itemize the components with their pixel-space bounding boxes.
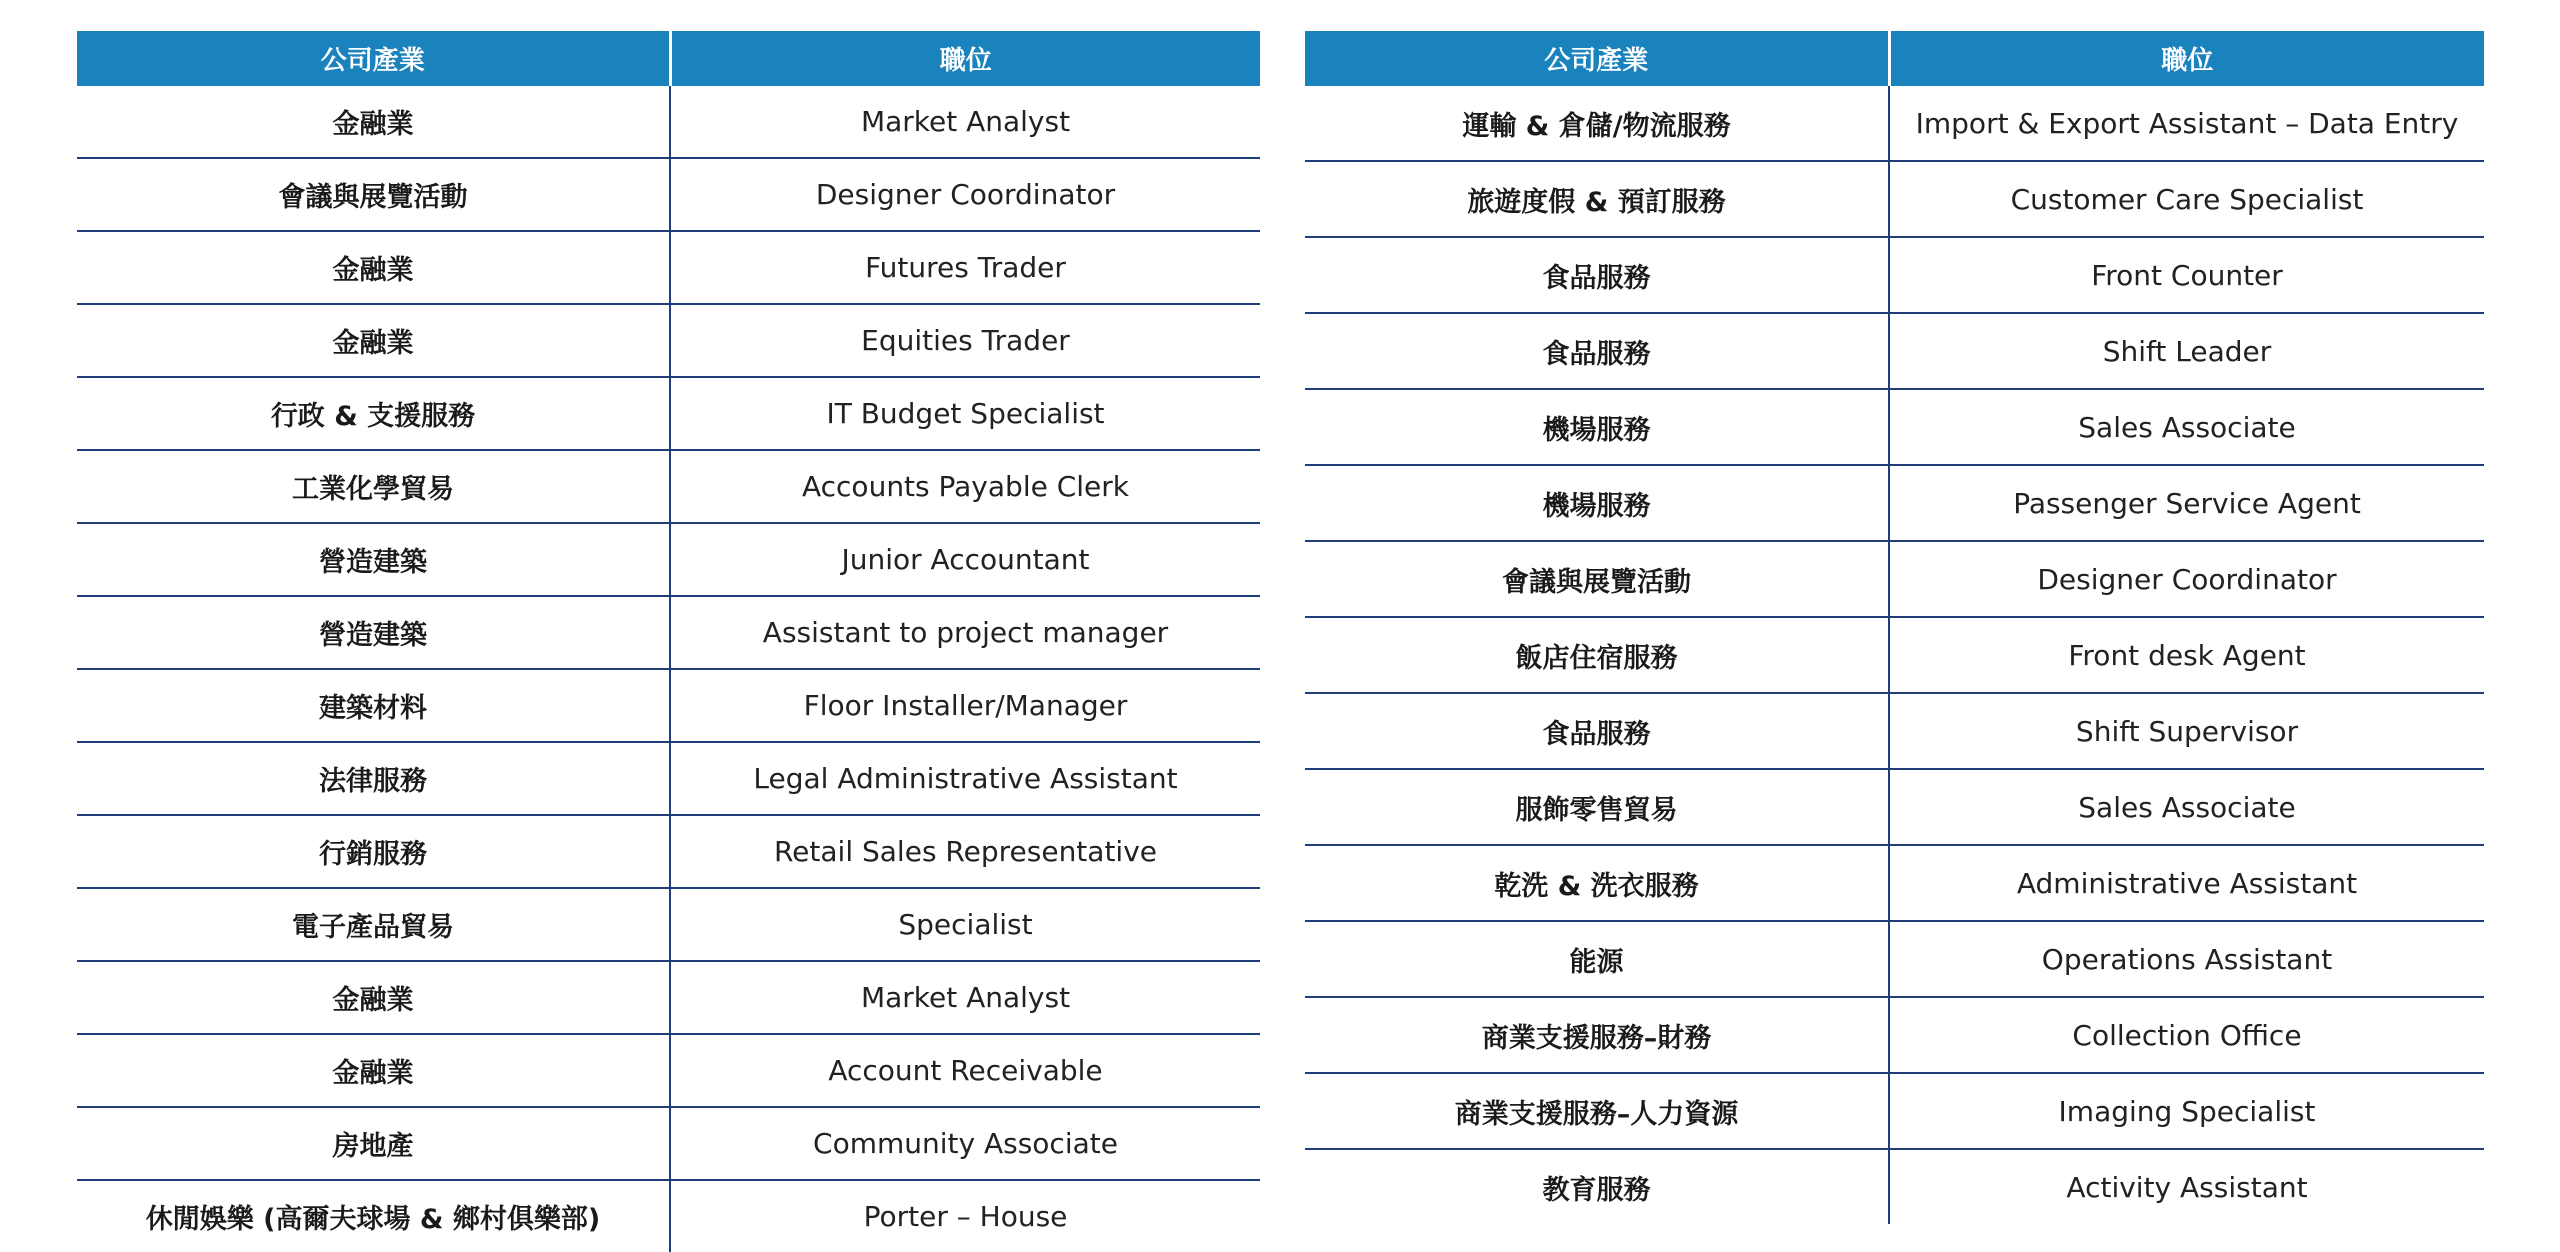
position-cell: Administrative Assistant — [1889, 845, 2484, 921]
position-cell: Designer Coordinator — [1889, 541, 2484, 617]
position-cell: Accounts Payable Clerk — [670, 450, 1260, 523]
position-cell: Shift Leader — [1889, 313, 2484, 389]
position-cell: Customer Care Specialist — [1889, 161, 2484, 237]
table-row — [77, 158, 1260, 231]
table-row — [77, 961, 1260, 1034]
industry-cell: 金融業 — [77, 304, 670, 377]
table-row — [1305, 617, 2484, 693]
position-cell: Sales Associate — [1889, 769, 2484, 845]
industry-cell: 休閒娛樂 (高爾夫球場 & 鄉村俱樂部) — [145, 1204, 601, 1235]
industry-cell: 行政 & 支援服務 — [77, 377, 670, 450]
position-cell: Operations Assistant — [1889, 921, 2484, 997]
industry-cell: 食品服務 — [1305, 693, 1889, 769]
position-cell: Assistant to project manager — [670, 596, 1260, 669]
industry-cell: 教育服務 — [1542, 1174, 1651, 1206]
position-cell: Collection Office — [1889, 997, 2484, 1073]
position-cell: Retail Sales Representative — [670, 815, 1260, 888]
table-row — [1305, 997, 2484, 1073]
position-cell: Community Associate — [670, 1107, 1260, 1180]
table-row — [1305, 313, 2484, 389]
jobs-table-right — [1305, 31, 2484, 1224]
table-row — [77, 1180, 1260, 1252]
position-cell: Activity Assistant — [1889, 1149, 2484, 1224]
industry-cell: 機場服務 — [1305, 465, 1889, 541]
table-row — [77, 450, 1260, 523]
table-row — [1305, 693, 2484, 769]
table-row — [1305, 389, 2484, 465]
industry-column-header: 公司產業 — [77, 31, 670, 86]
industry-cell: 營造建築 — [77, 596, 670, 669]
industry-cell: 營造建築 — [77, 523, 670, 596]
industry-column-header: 公司產業 — [1305, 31, 1889, 86]
industry-cell: 建築材料 — [77, 669, 670, 742]
industry-cell: 工業化學貿易 — [77, 450, 670, 523]
industry-cell: 法律服務 — [77, 742, 670, 815]
industry-cell: 電子產品貿易 — [77, 888, 670, 961]
table-row — [77, 815, 1260, 888]
industry-cell: 商業支援服務–財務 — [1305, 997, 1889, 1073]
industry-cell: 飯店住宿服務 — [1305, 617, 1889, 693]
position-cell: Front Counter — [1889, 237, 2484, 313]
industry-cell: 旅遊度假 & 預訂服務 — [1305, 161, 1889, 237]
table-row — [1305, 921, 2484, 997]
table-row — [77, 231, 1260, 304]
table-row — [1305, 1149, 2484, 1224]
table-row — [77, 742, 1260, 815]
position-cell: IT Budget Specialist — [670, 377, 1260, 450]
industry-cell: 會議與展覽活動 — [1305, 541, 1889, 617]
table-row — [1305, 161, 2484, 237]
position-column-header: 職位 — [670, 31, 1260, 86]
industry-cell: 金融業 — [77, 231, 670, 304]
industry-cell: 房地產 — [77, 1107, 670, 1180]
industry-cell: 會議與展覽活動 — [77, 158, 670, 231]
position-cell: Market Analyst — [670, 961, 1260, 1034]
table-row — [77, 523, 1260, 596]
position-cell: Sales Associate — [1889, 389, 2484, 465]
table-row — [1305, 769, 2484, 845]
position-cell: Specialist — [670, 888, 1260, 961]
industry-cell: 金融業 — [77, 86, 670, 158]
industry-cell: 食品服務 — [1305, 313, 1889, 389]
position-column-header: 職位 — [1889, 31, 2484, 86]
industry-cell: 行銷服務 — [77, 815, 670, 888]
industry-cell: 商業支援服務–人力資源 — [1305, 1073, 1889, 1149]
table-row — [77, 377, 1260, 450]
position-cell: Junior Accountant — [670, 523, 1260, 596]
position-cell: Legal Administrative Assistant — [670, 742, 1260, 815]
position-cell: Import & Export Assistant – Data Entry — [1889, 86, 2484, 161]
table-row — [77, 596, 1260, 669]
table-row — [1305, 1073, 2484, 1149]
industry-cell: 金融業 — [77, 1034, 670, 1107]
industry-cell: 運輸 & 倉儲/物流服務 — [1305, 86, 1889, 161]
position-cell: Futures Trader — [670, 231, 1260, 304]
table-row — [77, 888, 1260, 961]
table-row — [77, 304, 1260, 377]
table-row — [1305, 541, 2484, 617]
table-row — [1305, 845, 2484, 921]
industry-cell: 能源 — [1305, 921, 1889, 997]
table-header-row — [1305, 31, 2484, 86]
position-cell: Passenger Service Agent — [1889, 465, 2484, 541]
table-row — [77, 86, 1260, 158]
industry-cell: 機場服務 — [1305, 389, 1889, 465]
position-cell: Market Analyst — [670, 86, 1260, 158]
industry-cell: 食品服務 — [1305, 237, 1889, 313]
table-row — [1305, 86, 2484, 161]
jobs-table-left — [77, 31, 1260, 1252]
table-row — [77, 1107, 1260, 1180]
industry-cell: 乾洗 & 洗衣服務 — [1305, 845, 1889, 921]
position-cell: Floor Installer/Manager — [670, 669, 1260, 742]
table-row — [1305, 237, 2484, 313]
position-cell: Account Receivable — [670, 1034, 1260, 1107]
position-cell: Front desk Agent — [1889, 617, 2484, 693]
position-cell: Shift Supervisor — [1889, 693, 2484, 769]
table-header-row — [77, 31, 1260, 86]
industry-cell: 服飾零售貿易 — [1305, 769, 1889, 845]
position-cell: Designer Coordinator — [670, 158, 1260, 231]
position-cell: Porter – House — [670, 1180, 1260, 1252]
position-cell: Imaging Specialist — [1889, 1073, 2484, 1149]
table-row — [77, 1034, 1260, 1107]
position-cell: Equities Trader — [670, 304, 1260, 377]
table-row — [77, 669, 1260, 742]
table-row — [1305, 465, 2484, 541]
industry-cell: 金融業 — [77, 961, 670, 1034]
